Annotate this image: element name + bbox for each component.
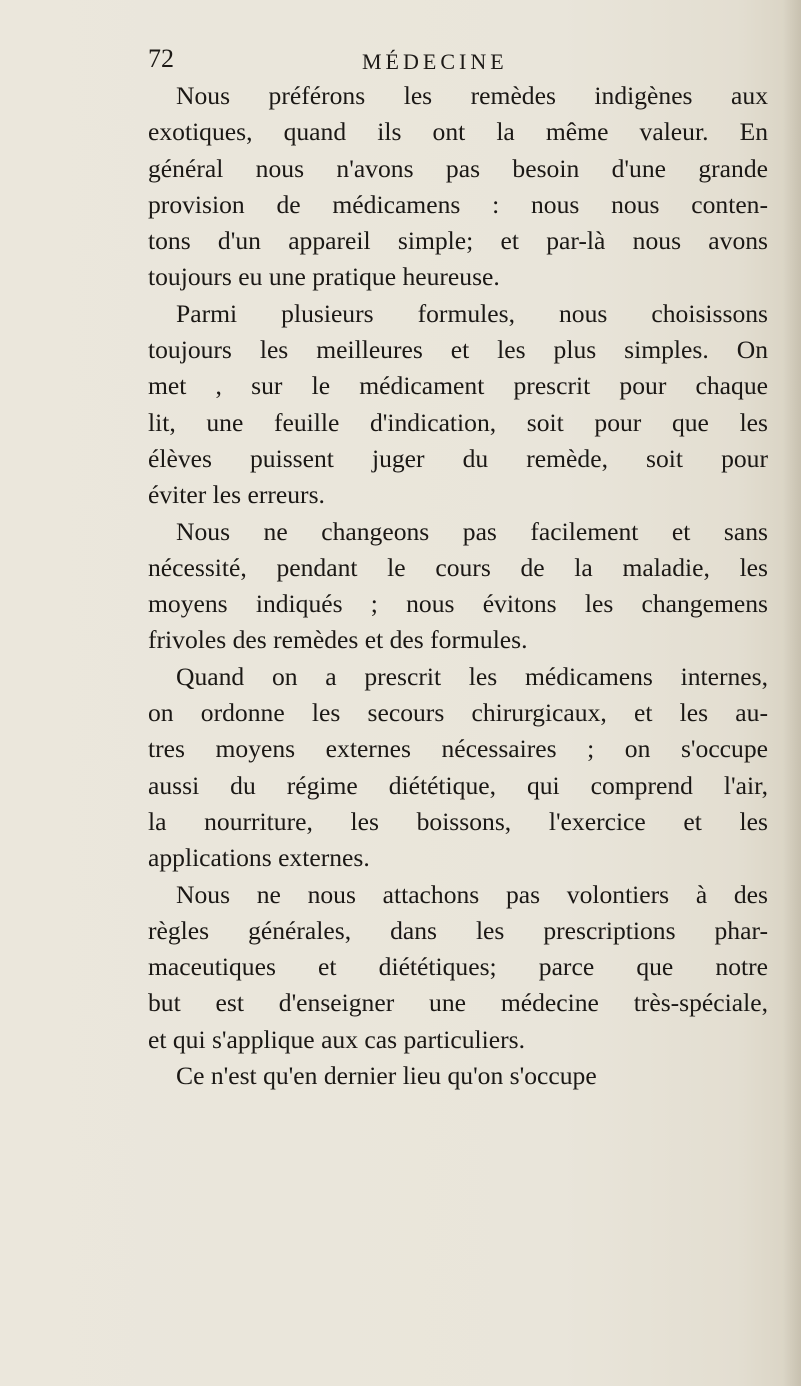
text-line: général nous n'avons pas besoin d'une grande bbox=[148, 153, 768, 183]
text-line: exotiques, quand ils ont la même valeur. En bbox=[148, 117, 768, 147]
text-line: Nous ne nous attachons pas volontiers à des bbox=[176, 879, 768, 909]
paragraph bbox=[148, 514, 768, 659]
text-line: nécessité, pendant le cours de la maladie, les bbox=[148, 552, 768, 582]
text-line: maceutiques et diététiques; parce que notre bbox=[148, 952, 768, 982]
text-line: met , sur le médicament prescrit pour chaque bbox=[148, 371, 768, 401]
page-edge-shadow bbox=[783, 0, 801, 1386]
page-number: 72 bbox=[148, 44, 174, 73]
text-line: toujours les meilleures et les plus simples. On bbox=[148, 335, 768, 365]
paragraph bbox=[148, 78, 768, 296]
text-line: règles générales, dans les prescriptions phar- bbox=[148, 915, 768, 945]
text-line: Nous ne changeons pas facilement et sans bbox=[176, 516, 768, 546]
text-line: applications externes. bbox=[148, 843, 370, 873]
text-line: aussi du régime diététique, qui comprend l'air, bbox=[148, 770, 768, 800]
text-line: tres moyens externes nécessaires ; on s'occupe bbox=[148, 734, 768, 764]
paragraph bbox=[148, 877, 768, 1058]
text-line: éviter les erreurs. bbox=[148, 480, 325, 510]
text-line: Nous préférons les remèdes indigènes aux bbox=[176, 81, 768, 110]
text-line: provision de médicamens : nous nous conten- bbox=[148, 189, 768, 219]
text-line: but est d'enseigner une médecine très-spéciale, bbox=[148, 988, 768, 1018]
paragraph bbox=[148, 659, 768, 877]
text-line: Quand on a prescrit les médicamens internes, bbox=[176, 661, 768, 691]
text-line: moyens indiqués ; nous évitons les changemens bbox=[148, 589, 768, 619]
text-line: frivoles des remèdes et des formules. bbox=[148, 625, 528, 655]
text-line: Ce n'est qu'en dernier lieu qu'on s'occupe bbox=[176, 1061, 597, 1091]
running-head: MÉDECINE bbox=[362, 49, 508, 74]
text-line: la nourriture, les boissons, l'exercice et les bbox=[148, 806, 768, 836]
text-line: Parmi plusieurs formules, nous choisissons bbox=[176, 298, 768, 328]
body-text bbox=[148, 78, 768, 1094]
text-line: et qui s'applique aux cas particuliers. bbox=[148, 1024, 526, 1054]
paragraph bbox=[148, 1058, 768, 1094]
paragraph bbox=[148, 296, 768, 514]
text-line: on ordonne les secours chirurgicaux, et les au- bbox=[148, 698, 768, 728]
text-line: lit, une feuille d'indication, soit pour que les bbox=[148, 407, 768, 437]
text-line: toujours eu une pratique heureuse. bbox=[148, 262, 500, 292]
text-line: élèves puissent juger du remède, soit pour bbox=[148, 443, 768, 473]
text-line: tons d'un appareil simple; et par-là nous avons bbox=[148, 226, 768, 256]
